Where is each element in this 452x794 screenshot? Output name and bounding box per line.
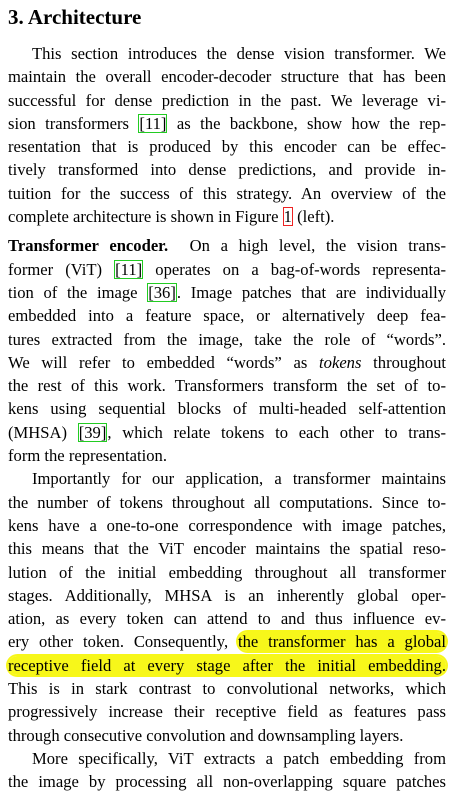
text-line: complete architecture is shown in Figure 1 (left). — [8, 207, 335, 227]
highlighted-text: receptive field at every stage after the initial embedding. — [8, 655, 446, 675]
text-line: sion transformers [11] as the backbone, show how the rep- — [8, 113, 446, 133]
text-line: the image by processing all non-overlapping square patches — [8, 772, 446, 792]
text-line: successful for dense prediction in the past. We leverage vi- — [8, 90, 446, 110]
text-line: embedded into a feature space, or alternatively deep fea- — [8, 306, 446, 326]
text-line: stages. Additionally, MHSA is an inherently global oper- — [8, 585, 446, 605]
text-line: the rest of this work. Transformers transform the set of to- — [8, 376, 446, 396]
text-line: progressively increase their receptive field as features pass — [8, 702, 446, 722]
text-line: This section introduces the dense vision transformer. We — [32, 44, 446, 63]
text-line: this means that the ViT encoder maintains the spatial reso- — [8, 539, 446, 559]
text-line: form the representation. — [8, 446, 167, 466]
paragraph-transformer-encoder — [8, 234, 446, 467]
citation-link-39[interactable]: [39] — [78, 422, 107, 442]
text-line: through consecutive convolution and downsampling layers. — [8, 725, 404, 745]
paragraph-patch-embedding — [8, 747, 446, 794]
text-line: tuition for the success of this strategy. An overview of the — [8, 183, 446, 203]
text-line — [8, 654, 446, 677]
text-line: the number of tokens throughout all computations. Since to- — [8, 492, 446, 512]
text-line: (MHSA) [39], which relate tokens to each other to trans- — [8, 422, 446, 442]
highlighted-text: the transformer has a global — [238, 632, 446, 652]
text-line: tion of the image [36]. Image patches that are individually — [8, 282, 446, 302]
paragraph-global-receptive-field — [8, 467, 446, 747]
text-line: maintain the overall encoder-decoder structure that has been — [8, 67, 446, 87]
text-line: lution of the initial embedding throughout all transformer — [8, 562, 446, 582]
text-line: tively transformed into dense predictions, and provide in- — [8, 160, 446, 180]
text-line: kens using sequential blocks of multi-headed self-attention — [8, 399, 446, 419]
text-line: This is in stark contrast to convolutional networks, which — [8, 679, 446, 699]
citation-link-11[interactable]: [11] — [115, 259, 143, 279]
citation-link-11[interactable]: [11] — [139, 113, 167, 133]
paragraph-intro — [8, 42, 446, 228]
section-heading: 3. Architecture — [8, 5, 142, 29]
runin-heading: Transformer encoder. — [8, 236, 169, 256]
text-line: Importantly for our application, a transformer maintains — [32, 469, 446, 489]
text-line: ery other token. Consequently, the transformer has a global — [8, 632, 446, 652]
text-line: tures extracted from the image, take the role of “words”. — [8, 329, 446, 349]
text-line: kens have a one-to-one correspondence with image patches, — [8, 515, 446, 535]
text-line: More specifically, ViT extracts a patch embedding from — [32, 748, 446, 768]
text-line: ation, as every token can attend to and thus influence ev- — [8, 609, 446, 629]
text-line: resentation that is produced by this encoder can be effec- — [8, 137, 446, 157]
emphasis-tokens: tokens — [319, 352, 362, 372]
text-line: We will refer to embedded “words” as tokens throughout — [8, 352, 446, 372]
paper-column — [8, 4, 446, 794]
text-line: Transformer encoder. On a high level, the vision trans- — [8, 236, 446, 256]
citation-link-36[interactable]: [36] — [148, 282, 176, 302]
text-line: former (ViT) [11] operates on a bag-of-words representa- — [8, 259, 447, 279]
figure-ref-link-1[interactable]: 1 — [283, 207, 292, 227]
